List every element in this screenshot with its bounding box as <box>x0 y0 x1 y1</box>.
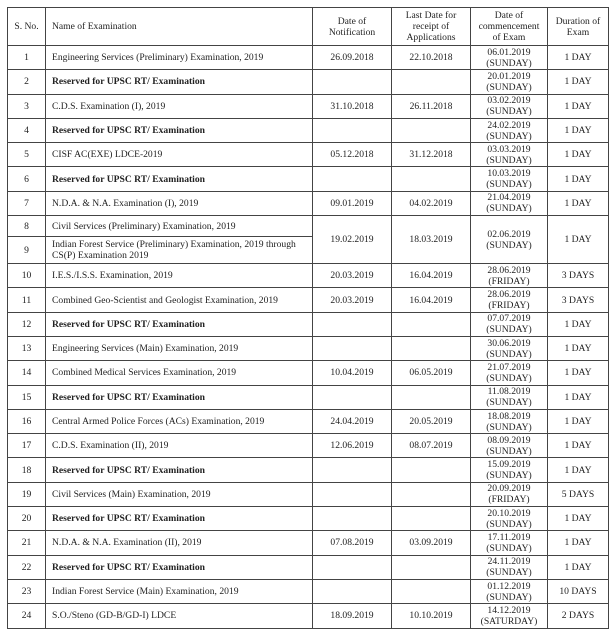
notification-date-cell: 31.10.2018 <box>313 94 392 118</box>
commencement-cell <box>471 336 548 360</box>
sno-cell: 1 <box>8 46 46 70</box>
duration-cell: 1 DAY <box>548 216 609 264</box>
commencement-date: 21.04.2019 <box>487 192 531 204</box>
commencement-cell <box>471 94 548 118</box>
exam-name-cell: Reserved for UPSC RT/ Examination <box>46 167 313 191</box>
commencement-day: (SUNDAY) <box>486 324 532 336</box>
exam-name-cell: Indian Forest Service (Main) Examination, 2019 <box>46 579 313 603</box>
exam-name-cell: C.D.S. Examination (II), 2019 <box>46 434 313 458</box>
commencement-day: (SUNDAY) <box>486 106 532 118</box>
commencement-cell <box>471 434 548 458</box>
last-date-cell <box>392 70 471 94</box>
duration-cell: 1 DAY <box>548 143 609 167</box>
notification-date-cell: 12.06.2019 <box>313 434 392 458</box>
exam-name-cell: S.O./Steno (GD-B/GD-I) LDCE <box>46 604 313 628</box>
sno-cell: 5 <box>8 143 46 167</box>
sno-cell: 15 <box>8 385 46 409</box>
duration-cell: 1 DAY <box>548 94 609 118</box>
last-date-cell: 22.10.2018 <box>392 46 471 70</box>
commencement-day: (SUNDAY) <box>486 470 532 482</box>
sno-cell: 18 <box>8 458 46 482</box>
notification-date-cell <box>313 482 392 506</box>
table-row <box>8 336 609 360</box>
commencement-day: (SUNDAY) <box>486 591 532 603</box>
table-row <box>8 434 609 458</box>
duration-cell: 1 DAY <box>548 46 609 70</box>
duration-cell: 1 DAY <box>548 361 609 385</box>
notification-date-cell <box>313 118 392 142</box>
commencement-day: (SUNDAY) <box>486 372 532 384</box>
table-row <box>8 531 609 555</box>
commencement-date: 30.06.2019 <box>487 337 531 349</box>
notification-date-cell <box>313 507 392 531</box>
sno-cell: 8 <box>8 216 46 237</box>
sno-cell: 24 <box>8 604 46 628</box>
commencement-day: (FRIDAY) <box>488 494 530 506</box>
commencement-cell <box>471 458 548 482</box>
commencement-cell <box>471 409 548 433</box>
duration-cell: 1 DAY <box>548 434 609 458</box>
duration-cell: 1 DAY <box>548 70 609 94</box>
last-date-cell: 06.05.2019 <box>392 361 471 385</box>
last-date-cell <box>392 482 471 506</box>
header-name: Name of Examination <box>46 8 313 46</box>
last-date-cell: 26.11.2018 <box>392 94 471 118</box>
commencement-day: (SUNDAY) <box>486 567 532 579</box>
commencement-day: (SUNDAY) <box>486 154 532 166</box>
commencement-date: 20.09.2019 <box>487 483 531 495</box>
commencement-date: 07.07.2019 <box>487 313 531 325</box>
last-date-cell: 20.05.2019 <box>392 409 471 433</box>
duration-cell: 1 DAY <box>548 336 609 360</box>
commencement-cell <box>471 482 548 506</box>
table-row <box>8 579 609 603</box>
last-date-cell: 08.07.2019 <box>392 434 471 458</box>
table-row <box>8 46 609 70</box>
exam-name-cell: N.D.A. & N.A. Examination (I), 2019 <box>46 191 313 215</box>
sno-cell: 13 <box>8 336 46 360</box>
duration-cell: 1 DAY <box>548 409 609 433</box>
commencement-cell <box>471 191 548 215</box>
commencement-cell <box>471 143 548 167</box>
notification-date-cell <box>313 555 392 579</box>
notification-date-cell <box>313 458 392 482</box>
header-duration: Duration of Exam <box>548 8 609 46</box>
notification-date-cell: 20.03.2019 <box>313 288 392 312</box>
notification-date-cell: 26.09.2018 <box>313 46 392 70</box>
exam-name-cell: Civil Services (Preliminary) Examination, 2019 <box>46 216 313 237</box>
exam-calendar-table <box>7 7 609 629</box>
commencement-date: 28.06.2019 <box>487 289 531 301</box>
notification-date-cell: 18.09.2019 <box>313 604 392 628</box>
commencement-day: (SATURDAY) <box>480 615 538 627</box>
commencement-day: (SUNDAY) <box>486 203 532 215</box>
exam-name-cell: Reserved for UPSC RT/ Examination <box>46 555 313 579</box>
commencement-day: (SUNDAY) <box>486 542 532 554</box>
exam-name-cell: C.D.S. Examination (I), 2019 <box>46 94 313 118</box>
commencement-date: 20.01.2019 <box>487 70 531 82</box>
exam-name-cell: Civil Services (Main) Examination, 2019 <box>46 482 313 506</box>
commencement-date: 24.02.2019 <box>487 119 531 131</box>
last-date-cell: 04.02.2019 <box>392 191 471 215</box>
exam-name-cell: N.D.A. & N.A. Examination (II), 2019 <box>46 531 313 555</box>
duration-cell: 1 DAY <box>548 167 609 191</box>
notification-date-cell: 20.03.2019 <box>313 264 392 288</box>
duration-cell: 1 DAY <box>548 458 609 482</box>
sno-cell: 12 <box>8 312 46 336</box>
exam-name-cell: Reserved for UPSC RT/ Examination <box>46 312 313 336</box>
exam-name-cell: Reserved for UPSC RT/ Examination <box>46 458 313 482</box>
table-row <box>8 191 609 215</box>
exam-name-cell: Reserved for UPSC RT/ Examination <box>46 507 313 531</box>
last-date-cell <box>392 579 471 603</box>
sno-cell: 4 <box>8 118 46 142</box>
sno-cell: 16 <box>8 409 46 433</box>
exam-name-cell: I.E.S./I.S.S. Examination, 2019 <box>46 264 313 288</box>
last-date-cell <box>392 507 471 531</box>
duration-cell: 3 DAYS <box>548 288 609 312</box>
exam-name-cell: Indian Forest Service (Preliminary) Examination, 2019 through CS(P) Examination 2019 <box>46 237 313 264</box>
duration-cell: 1 DAY <box>548 531 609 555</box>
table-row <box>8 167 609 191</box>
exam-name-cell: Combined Medical Services Examination, 2019 <box>46 361 313 385</box>
table-row <box>8 604 609 628</box>
last-date-cell <box>392 167 471 191</box>
table-row <box>8 70 609 94</box>
sno-cell: 2 <box>8 70 46 94</box>
notification-date-cell: 10.04.2019 <box>313 361 392 385</box>
commencement-cell <box>471 216 548 264</box>
commencement-cell <box>471 118 548 142</box>
commencement-cell <box>471 579 548 603</box>
sno-cell: 7 <box>8 191 46 215</box>
table-row <box>8 94 609 118</box>
last-date-cell: 31.12.2018 <box>392 143 471 167</box>
exam-name-cell: Combined Geo-Scientist and Geologist Examination, 2019 <box>46 288 313 312</box>
exam-name-cell: Central Armed Police Forces (ACs) Examination, 2019 <box>46 409 313 433</box>
duration-cell: 3 DAYS <box>548 264 609 288</box>
commencement-date: 20.10.2019 <box>487 507 531 519</box>
exam-name-cell: CISF AC(EXE) LDCE-2019 <box>46 143 313 167</box>
commencement-date: 28.06.2019 <box>487 264 531 276</box>
commencement-date: 02.06.2019 <box>487 228 531 240</box>
last-date-cell: 16.04.2019 <box>392 288 471 312</box>
header-commencement: Date of commencement of Exam <box>471 8 548 46</box>
commencement-date: 24.11.2019 <box>487 556 531 568</box>
commencement-day: (SUNDAY) <box>486 348 532 360</box>
exam-name-cell: Reserved for UPSC RT/ Examination <box>46 385 313 409</box>
duration-cell: 1 DAY <box>548 507 609 531</box>
duration-cell: 1 DAY <box>548 385 609 409</box>
commencement-date: 06.01.2019 <box>487 46 531 58</box>
last-date-cell <box>392 118 471 142</box>
sno-cell: 20 <box>8 507 46 531</box>
commencement-day: (SUNDAY) <box>486 179 532 191</box>
commencement-date: 03.02.2019 <box>487 95 531 107</box>
commencement-cell <box>471 385 548 409</box>
commencement-cell <box>471 167 548 191</box>
sno-cell: 6 <box>8 167 46 191</box>
commencement-day: (SUNDAY) <box>486 81 532 93</box>
commencement-cell <box>471 604 548 628</box>
commencement-date: 21.07.2019 <box>487 361 531 373</box>
notification-date-cell: 19.02.2019 <box>313 216 392 264</box>
exam-name-cell: Reserved for UPSC RT/ Examination <box>46 70 313 94</box>
sno-cell: 21 <box>8 531 46 555</box>
commencement-cell <box>471 507 548 531</box>
commencement-date: 01.12.2019 <box>487 580 531 592</box>
notification-date-cell: 07.08.2019 <box>313 531 392 555</box>
duration-cell: 1 DAY <box>548 555 609 579</box>
sno-cell: 22 <box>8 555 46 579</box>
last-date-cell <box>392 385 471 409</box>
notification-date-cell <box>313 579 392 603</box>
last-date-cell <box>392 336 471 360</box>
commencement-day: (SUNDAY) <box>486 239 532 251</box>
commencement-cell <box>471 531 548 555</box>
last-date-cell <box>392 458 471 482</box>
table-row <box>8 385 609 409</box>
commencement-cell <box>471 312 548 336</box>
last-date-cell: 18.03.2019 <box>392 216 471 264</box>
table-row <box>8 143 609 167</box>
notification-date-cell <box>313 336 392 360</box>
table-row <box>8 216 609 237</box>
commencement-date: 15.09.2019 <box>487 459 531 471</box>
exam-name-cell: Reserved for UPSC RT/ Examination <box>46 118 313 142</box>
exam-name-cell: Engineering Services (Preliminary) Examination, 2019 <box>46 46 313 70</box>
notification-date-cell: 24.04.2019 <box>313 409 392 433</box>
commencement-date: 11.08.2019 <box>487 386 531 398</box>
table-row <box>8 409 609 433</box>
commencement-cell <box>471 555 548 579</box>
duration-cell: 5 DAYS <box>548 482 609 506</box>
commencement-day: (SUNDAY) <box>486 57 532 69</box>
table-row <box>8 361 609 385</box>
exam-name-cell: Engineering Services (Main) Examination, 2019 <box>46 336 313 360</box>
commencement-day: (FRIDAY) <box>488 300 530 312</box>
last-date-cell <box>392 555 471 579</box>
notification-date-cell <box>313 385 392 409</box>
commencement-day: (SUNDAY) <box>486 397 532 409</box>
last-date-cell: 16.04.2019 <box>392 264 471 288</box>
table-row <box>8 507 609 531</box>
commencement-cell <box>471 264 548 288</box>
sno-cell: 17 <box>8 434 46 458</box>
commencement-date: 03.03.2019 <box>487 143 531 155</box>
header-last-date: Last Date for receipt of Applications <box>392 8 471 46</box>
commencement-date: 14.12.2019 <box>487 604 531 616</box>
notification-date-cell: 09.01.2019 <box>313 191 392 215</box>
duration-cell: 2 DAYS <box>548 604 609 628</box>
commencement-day: (SUNDAY) <box>486 445 532 457</box>
last-date-cell <box>392 312 471 336</box>
table-row <box>8 482 609 506</box>
commencement-date: 10.03.2019 <box>487 168 531 180</box>
commencement-date: 08.09.2019 <box>487 434 531 446</box>
header-sno: S. No. <box>8 8 46 46</box>
sno-cell: 19 <box>8 482 46 506</box>
commencement-date: 17.11.2019 <box>487 531 531 543</box>
sno-cell: 14 <box>8 361 46 385</box>
last-date-cell: 10.10.2019 <box>392 604 471 628</box>
table-row <box>8 458 609 482</box>
sno-cell: 9 <box>8 237 46 264</box>
duration-cell: 1 DAY <box>548 118 609 142</box>
commencement-day: (SUNDAY) <box>486 130 532 142</box>
header-notification: Date of Notification <box>313 8 392 46</box>
sno-cell: 23 <box>8 579 46 603</box>
last-date-cell: 03.09.2019 <box>392 531 471 555</box>
table-header-row <box>8 8 609 46</box>
notification-date-cell <box>313 167 392 191</box>
duration-cell: 1 DAY <box>548 191 609 215</box>
commencement-cell <box>471 361 548 385</box>
commencement-day: (SUNDAY) <box>486 518 532 530</box>
sno-cell: 3 <box>8 94 46 118</box>
duration-cell: 10 DAYS <box>548 579 609 603</box>
commencement-day: (SUNDAY) <box>486 421 532 433</box>
table-row <box>8 555 609 579</box>
table-row <box>8 264 609 288</box>
commencement-cell <box>471 46 548 70</box>
commencement-date: 18.08.2019 <box>487 410 531 422</box>
commencement-cell <box>471 288 548 312</box>
sno-cell: 10 <box>8 264 46 288</box>
table-row <box>8 312 609 336</box>
notification-date-cell: 05.12.2018 <box>313 143 392 167</box>
commencement-cell <box>471 70 548 94</box>
duration-cell: 1 DAY <box>548 312 609 336</box>
commencement-day: (FRIDAY) <box>488 275 530 287</box>
table-row <box>8 288 609 312</box>
table-row <box>8 118 609 142</box>
notification-date-cell <box>313 312 392 336</box>
notification-date-cell <box>313 70 392 94</box>
table-body <box>8 46 609 629</box>
sno-cell: 11 <box>8 288 46 312</box>
